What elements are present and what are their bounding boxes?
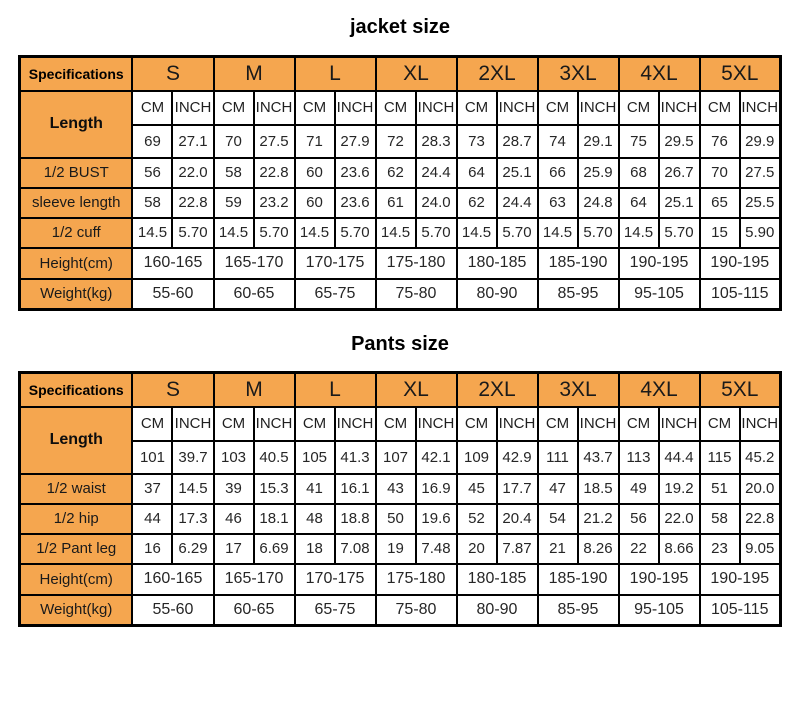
cm-value: 16	[132, 534, 172, 564]
length-inch-value: 41.3	[335, 441, 376, 474]
cm-value: 41	[295, 474, 335, 504]
size-header-4xl: 4XL	[619, 373, 700, 407]
cm-value: 14.5	[214, 218, 254, 248]
length-cm-value: 113	[619, 441, 659, 474]
cm-value: 68	[619, 158, 659, 188]
pants-size-table	[18, 371, 782, 627]
unit-cm-cell: CM	[376, 407, 416, 441]
inch-value: 7.48	[416, 534, 457, 564]
cm-value: 59	[214, 188, 254, 218]
inch-value: 17.7	[497, 474, 538, 504]
cm-value: 48	[295, 504, 335, 534]
range-value: 190-195	[619, 248, 700, 279]
cm-value: 47	[538, 474, 578, 504]
unit-inch-cell: INCH	[254, 407, 295, 441]
range-value: 190-195	[700, 248, 781, 279]
row-label: 1/2 waist	[19, 474, 132, 504]
jacket-size-title: jacket size	[349, 16, 451, 38]
range-value: 75-80	[376, 595, 457, 626]
inch-value: 5.70	[416, 218, 457, 248]
cm-value: 60	[295, 158, 335, 188]
inch-value: 19.6	[416, 504, 457, 534]
cm-value: 58	[132, 188, 172, 218]
unit-inch-cell: INCH	[416, 407, 457, 441]
row-label: sleeve length	[19, 188, 132, 218]
inch-value: 25.9	[578, 158, 619, 188]
range-value: 180-185	[457, 564, 538, 595]
length-inch-value: 27.5	[254, 125, 295, 158]
spec-header-cell: Specifications	[19, 57, 132, 91]
unit-inch-cell: INCH	[172, 407, 213, 441]
range-value: 65-75	[295, 595, 376, 626]
length-cm-value: 103	[214, 441, 254, 474]
length-inch-value: 40.5	[254, 441, 295, 474]
cm-value: 23	[700, 534, 740, 564]
length-inch-value: 29.1	[578, 125, 619, 158]
cm-value: 46	[214, 504, 254, 534]
inch-value: 20.0	[740, 474, 781, 504]
range-value: 180-185	[457, 248, 538, 279]
size-header-2xl: 2XL	[457, 373, 538, 407]
size-header-2xl: 2XL	[457, 57, 538, 91]
cm-value: 70	[700, 158, 740, 188]
length-inch-value: 27.9	[335, 125, 376, 158]
cm-value: 43	[376, 474, 416, 504]
unit-cm-cell: CM	[214, 91, 254, 125]
range-value: 175-180	[376, 248, 457, 279]
unit-cm-cell: CM	[538, 91, 578, 125]
inch-value: 22.0	[172, 158, 213, 188]
length-inch-value: 29.9	[740, 125, 781, 158]
cm-value: 14.5	[538, 218, 578, 248]
length-cm-value: 109	[457, 441, 497, 474]
range-value: 185-190	[538, 248, 619, 279]
inch-value: 8.66	[659, 534, 700, 564]
cm-value: 19	[376, 534, 416, 564]
pants-size-title: Pants size	[351, 333, 449, 355]
length-cm-value: 69	[132, 125, 172, 158]
size-header-4xl: 4XL	[619, 57, 700, 91]
inch-value: 25.1	[659, 188, 700, 218]
size-header-xl: XL	[376, 57, 457, 91]
unit-cm-cell: CM	[132, 91, 172, 125]
length-inch-value: 43.7	[578, 441, 619, 474]
cm-value: 14.5	[619, 218, 659, 248]
inch-value: 6.29	[172, 534, 213, 564]
range-value: 55-60	[132, 279, 213, 310]
unit-cm-cell: CM	[214, 407, 254, 441]
cm-value: 64	[457, 158, 497, 188]
cm-value: 65	[700, 188, 740, 218]
inch-value: 7.08	[335, 534, 376, 564]
range-value: 60-65	[214, 279, 295, 310]
inch-value: 16.9	[416, 474, 457, 504]
row-label: 1/2 BUST	[19, 158, 132, 188]
row-label: Height(cm)	[19, 564, 132, 595]
range-value: 170-175	[295, 564, 376, 595]
range-value: 175-180	[376, 564, 457, 595]
range-value: 190-195	[619, 564, 700, 595]
range-value: 80-90	[457, 279, 538, 310]
length-cm-value: 105	[295, 441, 335, 474]
cm-value: 51	[700, 474, 740, 504]
unit-cm-cell: CM	[619, 407, 659, 441]
cm-value: 14.5	[457, 218, 497, 248]
unit-inch-cell: INCH	[335, 407, 376, 441]
length-inch-value: 39.7	[172, 441, 213, 474]
range-value: 55-60	[132, 595, 213, 626]
length-cm-value: 115	[700, 441, 740, 474]
size-header-s: S	[132, 373, 213, 407]
inch-value: 5.70	[578, 218, 619, 248]
unit-cm-cell: CM	[376, 91, 416, 125]
cm-value: 66	[538, 158, 578, 188]
unit-inch-cell: INCH	[578, 407, 619, 441]
inch-value: 25.5	[740, 188, 781, 218]
inch-value: 18.5	[578, 474, 619, 504]
inch-value: 19.2	[659, 474, 700, 504]
length-inch-value: 42.1	[416, 441, 457, 474]
range-value: 165-170	[214, 248, 295, 279]
unit-inch-cell: INCH	[172, 91, 213, 125]
unit-cm-cell: CM	[457, 407, 497, 441]
range-value: 105-115	[700, 279, 781, 310]
inch-value: 18.8	[335, 504, 376, 534]
inch-value: 8.26	[578, 534, 619, 564]
inch-value: 5.70	[497, 218, 538, 248]
unit-inch-cell: INCH	[335, 91, 376, 125]
inch-value: 23.6	[335, 158, 376, 188]
length-cm-value: 72	[376, 125, 416, 158]
inch-value: 7.87	[497, 534, 538, 564]
range-value: 165-170	[214, 564, 295, 595]
inch-value: 16.1	[335, 474, 376, 504]
cm-value: 37	[132, 474, 172, 504]
cm-value: 15	[700, 218, 740, 248]
cm-value: 14.5	[132, 218, 172, 248]
cm-value: 56	[619, 504, 659, 534]
unit-cm-cell: CM	[295, 91, 335, 125]
inch-value: 20.4	[497, 504, 538, 534]
length-inch-value: 28.3	[416, 125, 457, 158]
length-cm-value: 70	[214, 125, 254, 158]
inch-value: 22.8	[172, 188, 213, 218]
cm-value: 17	[214, 534, 254, 564]
cm-value: 39	[214, 474, 254, 504]
range-value: 65-75	[295, 279, 376, 310]
cm-value: 56	[132, 158, 172, 188]
size-header-m: M	[214, 373, 295, 407]
cm-value: 58	[214, 158, 254, 188]
unit-inch-cell: INCH	[416, 91, 457, 125]
range-value: 185-190	[538, 564, 619, 595]
size-header-5xl: 5XL	[700, 373, 781, 407]
unit-inch-cell: INCH	[740, 91, 781, 125]
inch-value: 5.90	[740, 218, 781, 248]
inch-value: 9.05	[740, 534, 781, 564]
inch-value: 5.70	[254, 218, 295, 248]
inch-value: 21.2	[578, 504, 619, 534]
cm-value: 64	[619, 188, 659, 218]
unit-inch-cell: INCH	[740, 407, 781, 441]
length-cm-value: 101	[132, 441, 172, 474]
cm-value: 63	[538, 188, 578, 218]
cm-value: 52	[457, 504, 497, 534]
range-value: 105-115	[700, 595, 781, 626]
inch-value: 22.8	[254, 158, 295, 188]
size-header-s: S	[132, 57, 213, 91]
inch-value: 25.1	[497, 158, 538, 188]
unit-cm-cell: CM	[700, 91, 740, 125]
jacket-size-table	[18, 55, 782, 311]
range-value: 85-95	[538, 595, 619, 626]
unit-inch-cell: INCH	[497, 407, 538, 441]
length-cm-value: 75	[619, 125, 659, 158]
unit-cm-cell: CM	[538, 407, 578, 441]
row-label: Height(cm)	[19, 248, 132, 279]
size-header-m: M	[214, 57, 295, 91]
inch-value: 15.3	[254, 474, 295, 504]
length-inch-value: 42.9	[497, 441, 538, 474]
unit-inch-cell: INCH	[659, 91, 700, 125]
length-cm-value: 74	[538, 125, 578, 158]
cm-value: 60	[295, 188, 335, 218]
unit-inch-cell: INCH	[497, 91, 538, 125]
length-cm-value: 107	[376, 441, 416, 474]
unit-inch-cell: INCH	[578, 91, 619, 125]
cm-value: 18	[295, 534, 335, 564]
length-inch-value: 44.4	[659, 441, 700, 474]
range-value: 95-105	[619, 279, 700, 310]
range-value: 160-165	[132, 248, 213, 279]
row-label: 1/2 hip	[19, 504, 132, 534]
inch-value: 5.70	[659, 218, 700, 248]
inch-value: 5.70	[335, 218, 376, 248]
unit-cm-cell: CM	[700, 407, 740, 441]
size-header-l: L	[295, 373, 376, 407]
length-inch-value: 28.7	[497, 125, 538, 158]
unit-cm-cell: CM	[132, 407, 172, 441]
inch-value: 6.69	[254, 534, 295, 564]
cm-value: 44	[132, 504, 172, 534]
length-cm-value: 76	[700, 125, 740, 158]
inch-value: 17.3	[172, 504, 213, 534]
cm-value: 22	[619, 534, 659, 564]
row-label: Weight(kg)	[19, 279, 132, 310]
cm-value: 61	[376, 188, 416, 218]
cm-value: 14.5	[376, 218, 416, 248]
cm-value: 45	[457, 474, 497, 504]
inch-value: 14.5	[172, 474, 213, 504]
size-header-xl: XL	[376, 373, 457, 407]
unit-inch-cell: INCH	[254, 91, 295, 125]
size-header-3xl: 3XL	[538, 373, 619, 407]
length-row-label: Length	[19, 91, 132, 158]
length-inch-value: 27.1	[172, 125, 213, 158]
length-cm-value: 73	[457, 125, 497, 158]
size-header-3xl: 3XL	[538, 57, 619, 91]
inch-value: 18.1	[254, 504, 295, 534]
length-inch-value: 45.2	[740, 441, 781, 474]
length-inch-value: 29.5	[659, 125, 700, 158]
cm-value: 50	[376, 504, 416, 534]
cm-value: 62	[376, 158, 416, 188]
inch-value: 22.0	[659, 504, 700, 534]
inch-value: 27.5	[740, 158, 781, 188]
inch-value: 23.6	[335, 188, 376, 218]
inch-value: 24.4	[416, 158, 457, 188]
row-label: 1/2 Pant leg	[19, 534, 132, 564]
cm-value: 62	[457, 188, 497, 218]
cm-value: 54	[538, 504, 578, 534]
length-cm-value: 111	[538, 441, 578, 474]
cm-value: 20	[457, 534, 497, 564]
inch-value: 26.7	[659, 158, 700, 188]
cm-value: 21	[538, 534, 578, 564]
row-label: 1/2 cuff	[19, 218, 132, 248]
unit-cm-cell: CM	[295, 407, 335, 441]
size-header-5xl: 5XL	[700, 57, 781, 91]
inch-value: 24.8	[578, 188, 619, 218]
range-value: 190-195	[700, 564, 781, 595]
unit-cm-cell: CM	[457, 91, 497, 125]
inch-value: 5.70	[172, 218, 213, 248]
range-value: 85-95	[538, 279, 619, 310]
inch-value: 22.8	[740, 504, 781, 534]
unit-cm-cell: CM	[619, 91, 659, 125]
size-header-l: L	[295, 57, 376, 91]
cm-value: 49	[619, 474, 659, 504]
length-cm-value: 71	[295, 125, 335, 158]
range-value: 75-80	[376, 279, 457, 310]
range-value: 80-90	[457, 595, 538, 626]
range-value: 160-165	[132, 564, 213, 595]
cm-value: 58	[700, 504, 740, 534]
inch-value: 23.2	[254, 188, 295, 218]
unit-inch-cell: INCH	[659, 407, 700, 441]
inch-value: 24.4	[497, 188, 538, 218]
range-value: 60-65	[214, 595, 295, 626]
spec-header-cell: Specifications	[19, 373, 132, 407]
length-row-label: Length	[19, 407, 132, 474]
range-value: 95-105	[619, 595, 700, 626]
range-value: 170-175	[295, 248, 376, 279]
inch-value: 24.0	[416, 188, 457, 218]
row-label: Weight(kg)	[19, 595, 132, 626]
cm-value: 14.5	[295, 218, 335, 248]
